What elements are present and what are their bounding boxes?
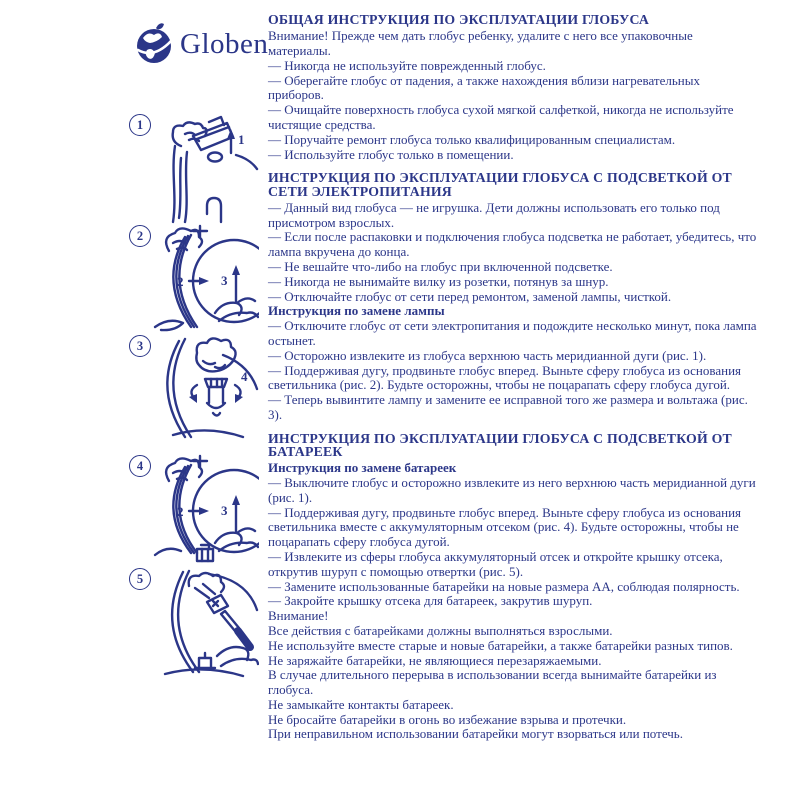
instruction-section (268, 13, 758, 162)
figure-2 (127, 223, 261, 335)
figure-4 (127, 453, 261, 565)
globen-logo (134, 22, 268, 66)
figure-1 (127, 112, 261, 224)
paragraph: — Поддерживая дугу, продвиньте глобус вперед. Выньте сферу глобуса из основания светильника (рис. 2). Будьте осторожны, чтобы не поцарапать сферу глобуса дугой. (268, 362, 742, 393)
paragraph: — Оберегайте глобус от падения, а также нахождения вблизи нагревательных приборов. (268, 72, 700, 103)
globe-icon (134, 22, 176, 66)
section-heading: ИНСТРУКЦИЯ ПО ЭКСПЛУАТАЦИИ ГЛОБУСА С ПОДСВЕТКОЙ ОТ СЕТИ ЭЛЕКТРОПИТАНИЯ (268, 170, 732, 199)
paragraph: Не заряжайте батарейки, не являющиеся перезаряжаемыми. (268, 652, 602, 668)
paragraph: — Отключите глобус от сети электропитания и подождите несколько минут, пока лампа остынет. (268, 318, 757, 348)
svg-text:2: 2 (177, 274, 184, 289)
paragraph: Внимание! (268, 608, 329, 624)
paragraph: — Никогда не используйте поврежденный глобус. (268, 57, 546, 73)
instruction-section (268, 171, 758, 422)
figure-3 (127, 333, 261, 445)
paragraph: — Теперь вывинтите лампу и замените ее исправной того же размера и вольтажа (рис. 3). (268, 392, 748, 422)
paragraph: — Не вешайте что-либо на глобус при включенной подсветке. (268, 258, 613, 274)
paragraph: — Данный вид глобуса — не игрушка. Дети должны использовать его только под присмотром взрослых. (268, 199, 720, 230)
paragraph: Не замыкайте контакты батареек. (268, 696, 454, 712)
paragraph: — Замените использованные батарейки на новые размера АА, соблюдая полярность. (268, 578, 740, 594)
figure-4-drawing-slide-globe-with-battery-box (151, 453, 259, 565)
paragraph: В случае длительного перерыва в использовании всегда вынимайте батарейки из глобуса. (268, 667, 717, 698)
paragraph: — Если после распаковки и подключения глобуса подсветка не работает, убедитесь, что лампа вкручена до конца. (268, 229, 757, 260)
paragraph: — Никогда не вынимайте вилку из розетки, потянув за шнур. (268, 273, 609, 289)
figure-5-badge: 5 (129, 568, 151, 590)
figure-3-drawing-unscrew-lamp (151, 333, 259, 445)
figure-4-badge: 4 (129, 455, 151, 477)
text-column (268, 13, 758, 742)
figure-3-badge: 3 (129, 335, 151, 357)
paragraph: Внимание! Прежде чем дать глобус ребенку, удалите с него все упаковочные материалы. (268, 28, 693, 58)
paragraph: — Поручайте ремонт глобуса только квалифицированным специалистам. (268, 131, 676, 147)
paragraph: — Закройте крышку отсека для батареек, закрутив шуруп. (268, 593, 593, 609)
svg-text:1: 1 (238, 132, 245, 147)
paragraph: Все действия с батарейками должны выполняться взрослыми. (268, 622, 613, 638)
svg-text:3: 3 (221, 273, 228, 288)
paragraph: — Осторожно извлеките из глобуса верхнюю часть меридианной дуги (рис. 1). (268, 347, 707, 363)
paragraph: — Поддерживая дугу, продвиньте глобус вперед. Выньте сферу глобуса из основания светильника вместе с аккумуляторным отсеком (рис. 4). Будьте осторожны, чтобы не поцарапать сферу глобуса дугой. (268, 504, 742, 550)
paragraph: — Выключите глобус и осторожно извлеките из него верхнюю часть меридианной дуги (рис. 1). (268, 474, 756, 505)
logo-text: Globen (180, 27, 269, 60)
section-heading: ОБЩАЯ ИНСТРУКЦИЯ ПО ЭКСПЛУАТАЦИИ ГЛОБУСА (268, 12, 650, 27)
figure-1-badge: 1 (129, 114, 151, 136)
paragraph: — Очищайте поверхность глобуса сухой мягкой салфеткой, никогда не используйте чистящие средства. (268, 102, 734, 132)
paragraph: Не бросайте батарейки в огонь во избежание взрыва и протечки. (268, 711, 627, 727)
paragraph: — Используйте глобус только в помещении. (268, 146, 514, 162)
paragraph: При неправильном использовании батарейки могут взорваться или потечь. (268, 726, 683, 742)
subsection-heading: Инструкция по замене лампы (268, 303, 445, 319)
figure-5-drawing-unscrew-battery-cover-with-screwdriver (151, 566, 259, 682)
figure-2-badge: 2 (129, 225, 151, 247)
instruction-section (268, 432, 758, 743)
figure-5 (127, 566, 261, 678)
subsection-heading: Инструкция по замене батареек (268, 460, 457, 476)
figure-1-drawing-remove-meridian-top (151, 112, 259, 224)
svg-text:3: 3 (221, 503, 228, 518)
figure-2-drawing-slide-globe-from-arc (151, 223, 259, 335)
svg-text:2: 2 (177, 504, 184, 519)
paragraph: — Извлеките из сферы глобуса аккумуляторный отсек и откройте крышку отсека, открутив шуруп с помощью отвертки (рис. 5). (268, 548, 723, 579)
svg-text:4: 4 (241, 369, 248, 384)
paragraph: Не используйте вместе старые и новые батарейки, а также батарейки разных типов. (268, 637, 733, 653)
paragraph: — Отключайте глобус от сети перед ремонтом, заменой лампы, чисткой. (268, 288, 672, 304)
section-heading: ИНСТРУКЦИЯ ПО ЭКСПЛУАТАЦИИ ГЛОБУСА С ПОДСВЕТКОЙ ОТ БАТАРЕЕК (268, 430, 732, 459)
